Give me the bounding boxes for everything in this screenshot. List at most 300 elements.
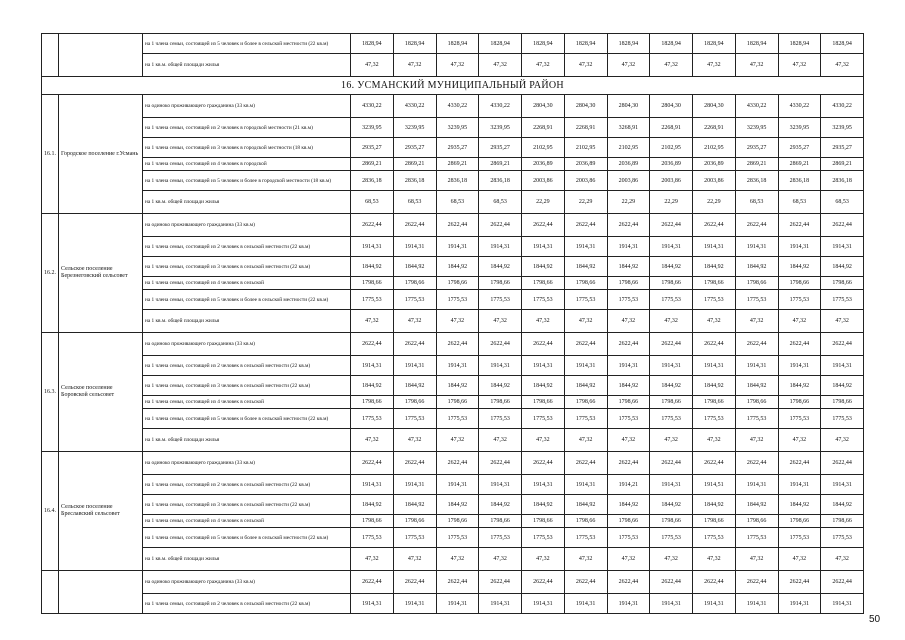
value-cell: 47,32 — [351, 548, 394, 571]
row-description: на 1 члена семьи, состоящей из 4 человек в сельской — [143, 515, 351, 528]
value-cell: 1844,92 — [522, 376, 565, 396]
value-cell: 2036,89 — [564, 158, 607, 171]
value-cell: 1798,66 — [821, 515, 864, 528]
value-cell: 2003,86 — [607, 171, 650, 191]
value-cell: 1798,66 — [778, 515, 821, 528]
value-cell: 1828,94 — [650, 34, 693, 54]
table-row — [42, 475, 864, 495]
value-cell: 2102,95 — [607, 138, 650, 158]
value-cell: 47,32 — [778, 548, 821, 571]
value-cell: 1914,31 — [735, 594, 778, 614]
settlement-name: Городское поселение г.Усмань — [59, 95, 143, 214]
value-cell: 1798,66 — [693, 277, 736, 290]
value-cell: 47,32 — [351, 429, 394, 452]
value-cell: 2622,44 — [479, 333, 522, 356]
value-cell: 47,32 — [650, 54, 693, 77]
row-description: на 1 члена семьи, состоящей из 5 человек и более в сельской местности (22 кв.м) — [143, 34, 351, 54]
value-cell: 1828,94 — [735, 34, 778, 54]
value-cell: 68,53 — [778, 191, 821, 214]
value-cell: 1775,53 — [607, 290, 650, 310]
value-cell: 3239,95 — [393, 118, 436, 138]
value-cell: 2622,44 — [351, 214, 394, 237]
value-cell: 1775,53 — [436, 290, 479, 310]
value-cell: 4330,22 — [436, 95, 479, 118]
row-description: на 1 члена семьи, состоящей из 5 человек и более в сельской местности (22 кв.м) — [143, 528, 351, 548]
value-cell: 1844,92 — [821, 376, 864, 396]
table-row — [42, 376, 864, 396]
table-row — [42, 214, 864, 237]
value-cell: 1844,92 — [351, 257, 394, 277]
value-cell: 1914,31 — [778, 594, 821, 614]
settlement-name — [59, 34, 143, 77]
value-cell: 1828,94 — [821, 34, 864, 54]
value-cell: 4330,22 — [479, 95, 522, 118]
value-cell: 2869,21 — [479, 158, 522, 171]
settlement-name: Сельское поселение Боровской сельсовет — [59, 333, 143, 452]
value-cell: 1914,31 — [821, 594, 864, 614]
row-description: на 1 члена семьи, состоящей из 2 человек в сельской местности (22 кв.м) — [143, 237, 351, 257]
value-cell: 1914,31 — [436, 594, 479, 614]
value-cell: 47,32 — [479, 310, 522, 333]
row-description: на одиноко проживающего гражданина (33 кв.м) — [143, 214, 351, 237]
value-cell: 2622,44 — [351, 333, 394, 356]
value-cell: 2836,18 — [821, 171, 864, 191]
table-row — [42, 138, 864, 158]
value-cell: 1775,53 — [821, 290, 864, 310]
value-cell: 2102,95 — [693, 138, 736, 158]
value-cell: 1914,31 — [693, 237, 736, 257]
value-cell: 2036,89 — [607, 158, 650, 171]
value-cell: 1798,66 — [650, 515, 693, 528]
value-cell: 2622,44 — [735, 571, 778, 594]
value-cell: 1798,66 — [821, 277, 864, 290]
table-row — [42, 528, 864, 548]
value-cell: 2804,30 — [693, 95, 736, 118]
value-cell: 1775,53 — [778, 290, 821, 310]
value-cell: 1844,92 — [393, 376, 436, 396]
value-cell: 2622,44 — [821, 452, 864, 475]
value-cell: 1775,53 — [821, 409, 864, 429]
value-cell: 2102,95 — [522, 138, 565, 158]
table-row — [42, 429, 864, 452]
value-cell: 2622,44 — [351, 452, 394, 475]
value-cell: 1798,66 — [735, 515, 778, 528]
value-cell: 1844,92 — [522, 257, 565, 277]
value-cell: 2622,44 — [436, 571, 479, 594]
value-cell: 47,32 — [693, 548, 736, 571]
value-cell: 1775,53 — [650, 409, 693, 429]
value-cell: 1914,31 — [479, 594, 522, 614]
value-cell: 2622,44 — [821, 333, 864, 356]
value-cell: 4330,22 — [351, 95, 394, 118]
value-cell: 2622,44 — [693, 333, 736, 356]
value-cell: 1775,53 — [479, 290, 522, 310]
value-cell: 47,32 — [778, 54, 821, 77]
value-cell: 3268,91 — [607, 118, 650, 138]
value-cell: 1775,53 — [564, 409, 607, 429]
value-cell: 68,53 — [735, 191, 778, 214]
value-cell: 1914,31 — [650, 356, 693, 376]
value-cell: 2836,18 — [735, 171, 778, 191]
value-cell: 1775,53 — [351, 528, 394, 548]
row-description: на 1 члена семьи, состоящей из 4 человек в сельской — [143, 396, 351, 409]
row-description: на 1 члена семьи, состоящей из 2 человек в городской местности (21 кв.м) — [143, 118, 351, 138]
value-cell: 1844,92 — [351, 376, 394, 396]
table-row — [42, 452, 864, 475]
value-cell: 1914,31 — [522, 356, 565, 376]
value-cell: 47,32 — [650, 310, 693, 333]
value-cell: 47,32 — [607, 310, 650, 333]
value-cell: 2102,95 — [650, 138, 693, 158]
value-cell: 1844,92 — [564, 376, 607, 396]
table-row — [42, 171, 864, 191]
value-cell: 4330,22 — [821, 95, 864, 118]
row-description: на 1 кв.м. общей площади жилья — [143, 548, 351, 571]
value-cell: 2869,21 — [821, 158, 864, 171]
value-cell: 1914,31 — [479, 237, 522, 257]
value-cell: 47,32 — [735, 54, 778, 77]
value-cell: 1828,94 — [436, 34, 479, 54]
value-cell: 2836,18 — [351, 171, 394, 191]
value-cell: 2869,21 — [778, 158, 821, 171]
value-cell: 1798,66 — [393, 277, 436, 290]
value-cell: 2804,30 — [522, 95, 565, 118]
value-cell: 2622,44 — [607, 333, 650, 356]
value-cell: 1775,53 — [735, 528, 778, 548]
value-cell: 2268,91 — [564, 118, 607, 138]
table-row — [42, 333, 864, 356]
value-cell: 1775,53 — [564, 290, 607, 310]
value-cell: 1798,66 — [607, 277, 650, 290]
value-cell: 2622,44 — [778, 452, 821, 475]
value-cell: 2622,44 — [479, 571, 522, 594]
value-cell: 2622,44 — [607, 571, 650, 594]
value-cell: 1914,31 — [693, 356, 736, 376]
value-cell: 1844,92 — [393, 257, 436, 277]
value-cell: 1798,66 — [821, 396, 864, 409]
table-row — [42, 54, 864, 77]
value-cell: 47,32 — [821, 429, 864, 452]
value-cell: 1798,66 — [479, 515, 522, 528]
settlement-number — [42, 571, 59, 614]
value-cell: 1914,31 — [650, 594, 693, 614]
section-title: 16. УСМАНСКИЙ МУНИЦИПАЛЬНЫЙ РАЙОН — [42, 77, 864, 95]
value-cell: 1798,66 — [693, 515, 736, 528]
value-cell: 1828,94 — [607, 34, 650, 54]
value-cell: 1798,66 — [479, 396, 522, 409]
value-cell: 1798,66 — [522, 396, 565, 409]
value-cell: 2622,44 — [607, 214, 650, 237]
row-description: на 1 члена семьи, состоящей из 4 человек в сельской — [143, 277, 351, 290]
value-cell: 1828,94 — [351, 34, 394, 54]
value-cell: 2869,21 — [436, 158, 479, 171]
value-cell: 1775,53 — [693, 409, 736, 429]
value-cell: 1775,53 — [693, 290, 736, 310]
value-cell: 1914,31 — [351, 237, 394, 257]
value-cell: 1914,31 — [564, 356, 607, 376]
tariff-table — [41, 33, 864, 614]
value-cell: 1798,66 — [778, 396, 821, 409]
value-cell: 1914,31 — [436, 356, 479, 376]
value-cell: 1798,66 — [522, 515, 565, 528]
row-description: на 1 члена семьи, состоящей из 5 человек и более в городской местности (18 кв.м) — [143, 171, 351, 191]
value-cell: 2268,91 — [522, 118, 565, 138]
value-cell: 4330,22 — [393, 95, 436, 118]
value-cell: 1828,94 — [693, 34, 736, 54]
value-cell: 1844,92 — [564, 257, 607, 277]
row-description: на 1 члена семьи, состоящей из 2 человек в сельской местности (22 кв.м) — [143, 356, 351, 376]
table-row — [42, 594, 864, 614]
value-cell: 47,32 — [735, 310, 778, 333]
value-cell: 1775,53 — [821, 528, 864, 548]
row-description: на одиноко проживающего гражданина (33 кв.м) — [143, 95, 351, 118]
value-cell: 1914,31 — [650, 475, 693, 495]
settlement-number: 16.1. — [42, 95, 59, 214]
value-cell: 1844,92 — [735, 376, 778, 396]
value-cell: 2622,44 — [821, 214, 864, 237]
value-cell: 2003,86 — [522, 171, 565, 191]
value-cell: 47,32 — [436, 429, 479, 452]
value-cell: 1798,66 — [393, 396, 436, 409]
value-cell: 2935,27 — [735, 138, 778, 158]
settlement-name — [59, 571, 143, 614]
value-cell: 1775,53 — [393, 409, 436, 429]
row-description: на 1 члена семьи, состоящей из 5 человек и более в сельской местности (22 кв.м) — [143, 409, 351, 429]
value-cell: 2036,89 — [650, 158, 693, 171]
value-cell: 1798,66 — [735, 396, 778, 409]
value-cell: 1914,51 — [693, 475, 736, 495]
value-cell: 2622,44 — [522, 214, 565, 237]
value-cell: 2622,44 — [778, 214, 821, 237]
value-cell: 1914,31 — [735, 356, 778, 376]
value-cell: 1775,53 — [650, 290, 693, 310]
value-cell: 1775,53 — [607, 528, 650, 548]
value-cell: 2268,91 — [693, 118, 736, 138]
value-cell: 1798,66 — [479, 277, 522, 290]
table-row — [42, 515, 864, 528]
value-cell: 47,32 — [564, 310, 607, 333]
table-row — [42, 158, 864, 171]
value-cell: 3239,95 — [735, 118, 778, 138]
value-cell: 2036,89 — [522, 158, 565, 171]
value-cell: 1914,31 — [735, 237, 778, 257]
value-cell: 1798,66 — [351, 277, 394, 290]
value-cell: 2622,44 — [607, 452, 650, 475]
value-cell: 2622,44 — [778, 333, 821, 356]
value-cell: 1844,92 — [607, 257, 650, 277]
value-cell: 1828,94 — [522, 34, 565, 54]
value-cell: 1798,66 — [650, 396, 693, 409]
value-cell: 1775,53 — [607, 409, 650, 429]
value-cell: 1798,66 — [351, 515, 394, 528]
value-cell: 1914,31 — [778, 475, 821, 495]
value-cell: 47,32 — [650, 548, 693, 571]
value-cell: 2804,30 — [650, 95, 693, 118]
value-cell: 2622,44 — [564, 571, 607, 594]
value-cell: 1844,92 — [351, 495, 394, 515]
value-cell: 1775,53 — [735, 290, 778, 310]
value-cell: 1828,94 — [778, 34, 821, 54]
value-cell: 22,29 — [693, 191, 736, 214]
value-cell: 1798,66 — [522, 277, 565, 290]
value-cell: 2268,91 — [650, 118, 693, 138]
value-cell: 1775,53 — [522, 290, 565, 310]
value-cell: 1798,66 — [607, 396, 650, 409]
row-description: на 1 члена семьи, состоящей из 3 человек в городской местности (18 кв.м) — [143, 138, 351, 158]
value-cell: 68,53 — [436, 191, 479, 214]
value-cell: 1914,31 — [479, 356, 522, 376]
value-cell: 1798,66 — [564, 396, 607, 409]
value-cell: 2804,30 — [564, 95, 607, 118]
value-cell: 1798,66 — [564, 277, 607, 290]
value-cell: 1844,92 — [479, 376, 522, 396]
value-cell: 68,53 — [479, 191, 522, 214]
value-cell: 2622,44 — [522, 452, 565, 475]
value-cell: 2622,44 — [393, 333, 436, 356]
value-cell: 1828,94 — [479, 34, 522, 54]
value-cell: 2622,44 — [393, 214, 436, 237]
value-cell: 1844,92 — [693, 257, 736, 277]
table-row — [42, 548, 864, 571]
value-cell: 1914,21 — [607, 475, 650, 495]
value-cell: 1914,31 — [479, 475, 522, 495]
value-cell: 47,32 — [522, 429, 565, 452]
value-cell: 2836,18 — [778, 171, 821, 191]
value-cell: 2622,44 — [693, 452, 736, 475]
value-cell: 1914,31 — [436, 475, 479, 495]
value-cell: 2622,44 — [735, 452, 778, 475]
value-cell: 1914,31 — [607, 594, 650, 614]
value-cell: 1914,31 — [351, 594, 394, 614]
table-row — [42, 34, 864, 54]
value-cell: 47,32 — [479, 429, 522, 452]
value-cell: 1844,92 — [778, 495, 821, 515]
value-cell: 1775,53 — [693, 528, 736, 548]
row-description: на 1 члена семьи, состоящей из 3 человек в сельской местности (22 кв.м) — [143, 376, 351, 396]
value-cell: 47,32 — [522, 54, 565, 77]
value-cell: 2836,18 — [393, 171, 436, 191]
value-cell: 1775,53 — [522, 409, 565, 429]
value-cell: 1775,53 — [522, 528, 565, 548]
value-cell: 2804,30 — [607, 95, 650, 118]
value-cell: 2622,44 — [393, 571, 436, 594]
value-cell: 1844,92 — [436, 376, 479, 396]
value-cell: 1914,31 — [522, 475, 565, 495]
value-cell: 1798,66 — [778, 277, 821, 290]
table-row — [42, 409, 864, 429]
value-cell: 1775,53 — [436, 409, 479, 429]
value-cell: 1844,92 — [778, 257, 821, 277]
value-cell: 2622,44 — [650, 214, 693, 237]
row-description: на 1 члена семьи, состоящей из 2 человек в сельской местности (22 кв.м) — [143, 475, 351, 495]
value-cell: 47,32 — [351, 54, 394, 77]
value-cell: 47,32 — [778, 310, 821, 333]
row-description: на одиноко проживающего гражданина (33 кв.м) — [143, 333, 351, 356]
value-cell: 47,32 — [436, 54, 479, 77]
value-cell: 2102,95 — [564, 138, 607, 158]
value-cell: 47,32 — [821, 548, 864, 571]
value-cell: 1914,31 — [735, 475, 778, 495]
value-cell: 1844,92 — [693, 495, 736, 515]
value-cell: 1844,92 — [735, 495, 778, 515]
table-row — [42, 571, 864, 594]
value-cell: 2003,86 — [564, 171, 607, 191]
value-cell: 1844,92 — [821, 495, 864, 515]
value-cell: 1775,53 — [735, 409, 778, 429]
value-cell: 1775,53 — [650, 528, 693, 548]
value-cell: 1775,53 — [778, 409, 821, 429]
value-cell: 2935,27 — [821, 138, 864, 158]
settlement-number: 16.4. — [42, 452, 59, 571]
value-cell: 2622,44 — [522, 333, 565, 356]
table-row — [42, 95, 864, 118]
table-row — [42, 310, 864, 333]
value-cell: 2622,44 — [564, 333, 607, 356]
value-cell: 3239,95 — [778, 118, 821, 138]
value-cell: 1798,66 — [436, 515, 479, 528]
value-cell: 2622,44 — [693, 571, 736, 594]
value-cell: 1844,92 — [650, 257, 693, 277]
value-cell: 1798,66 — [607, 515, 650, 528]
value-cell: 2622,44 — [351, 571, 394, 594]
value-cell: 47,32 — [735, 548, 778, 571]
row-description: на 1 члена семьи, состоящей из 3 человек в сельской местности (22 кв.м) — [143, 495, 351, 515]
value-cell: 22,29 — [607, 191, 650, 214]
value-cell: 2622,44 — [564, 214, 607, 237]
value-cell: 2622,44 — [436, 333, 479, 356]
row-description: на 1 члена семьи, состоящей из 3 человек в сельской местности (22 кв.м) — [143, 257, 351, 277]
value-cell: 1798,66 — [693, 396, 736, 409]
table-row — [42, 396, 864, 409]
page-number: 50 — [869, 614, 881, 625]
row-description: на одиноко проживающего гражданина (33 кв.м) — [143, 571, 351, 594]
value-cell: 1798,66 — [393, 515, 436, 528]
value-cell: 1914,31 — [821, 237, 864, 257]
value-cell: 2622,44 — [693, 214, 736, 237]
value-cell: 47,32 — [607, 54, 650, 77]
row-description: на 1 кв.м. общей площади жилья — [143, 191, 351, 214]
value-cell: 1914,31 — [393, 475, 436, 495]
value-cell: 3239,95 — [351, 118, 394, 138]
settlement-number: 16.2. — [42, 214, 59, 333]
value-cell: 1844,92 — [821, 257, 864, 277]
value-cell: 2869,21 — [735, 158, 778, 171]
row-description: на 1 члена семьи, состоящей из 5 человек и более в сельской местности (22 кв.м) — [143, 290, 351, 310]
value-cell: 1844,92 — [735, 257, 778, 277]
value-cell: 1798,66 — [650, 277, 693, 290]
value-cell: 2003,86 — [693, 171, 736, 191]
settlement-name: Сельское поселение Березнеговский сельсовет — [59, 214, 143, 333]
value-cell: 47,32 — [393, 548, 436, 571]
value-cell: 2935,27 — [479, 138, 522, 158]
value-cell: 1798,66 — [564, 515, 607, 528]
value-cell: 2935,27 — [436, 138, 479, 158]
settlement-name: Сельское поселение Бреславский сельсовет — [59, 452, 143, 571]
row-description: на одиноко проживающего гражданина (33 кв.м) — [143, 452, 351, 475]
value-cell: 1844,92 — [693, 376, 736, 396]
value-cell: 2622,44 — [393, 452, 436, 475]
row-description: на 1 члена семьи, состоящей из 2 человек в сельской местности (22 кв.м) — [143, 594, 351, 614]
value-cell: 1914,31 — [351, 356, 394, 376]
value-cell: 1844,92 — [564, 495, 607, 515]
settlement-number: 16.3. — [42, 333, 59, 452]
table-row — [42, 290, 864, 310]
value-cell: 3239,95 — [436, 118, 479, 138]
value-cell: 1844,92 — [436, 257, 479, 277]
value-cell: 68,53 — [393, 191, 436, 214]
value-cell: 1828,94 — [564, 34, 607, 54]
value-cell: 47,32 — [607, 429, 650, 452]
